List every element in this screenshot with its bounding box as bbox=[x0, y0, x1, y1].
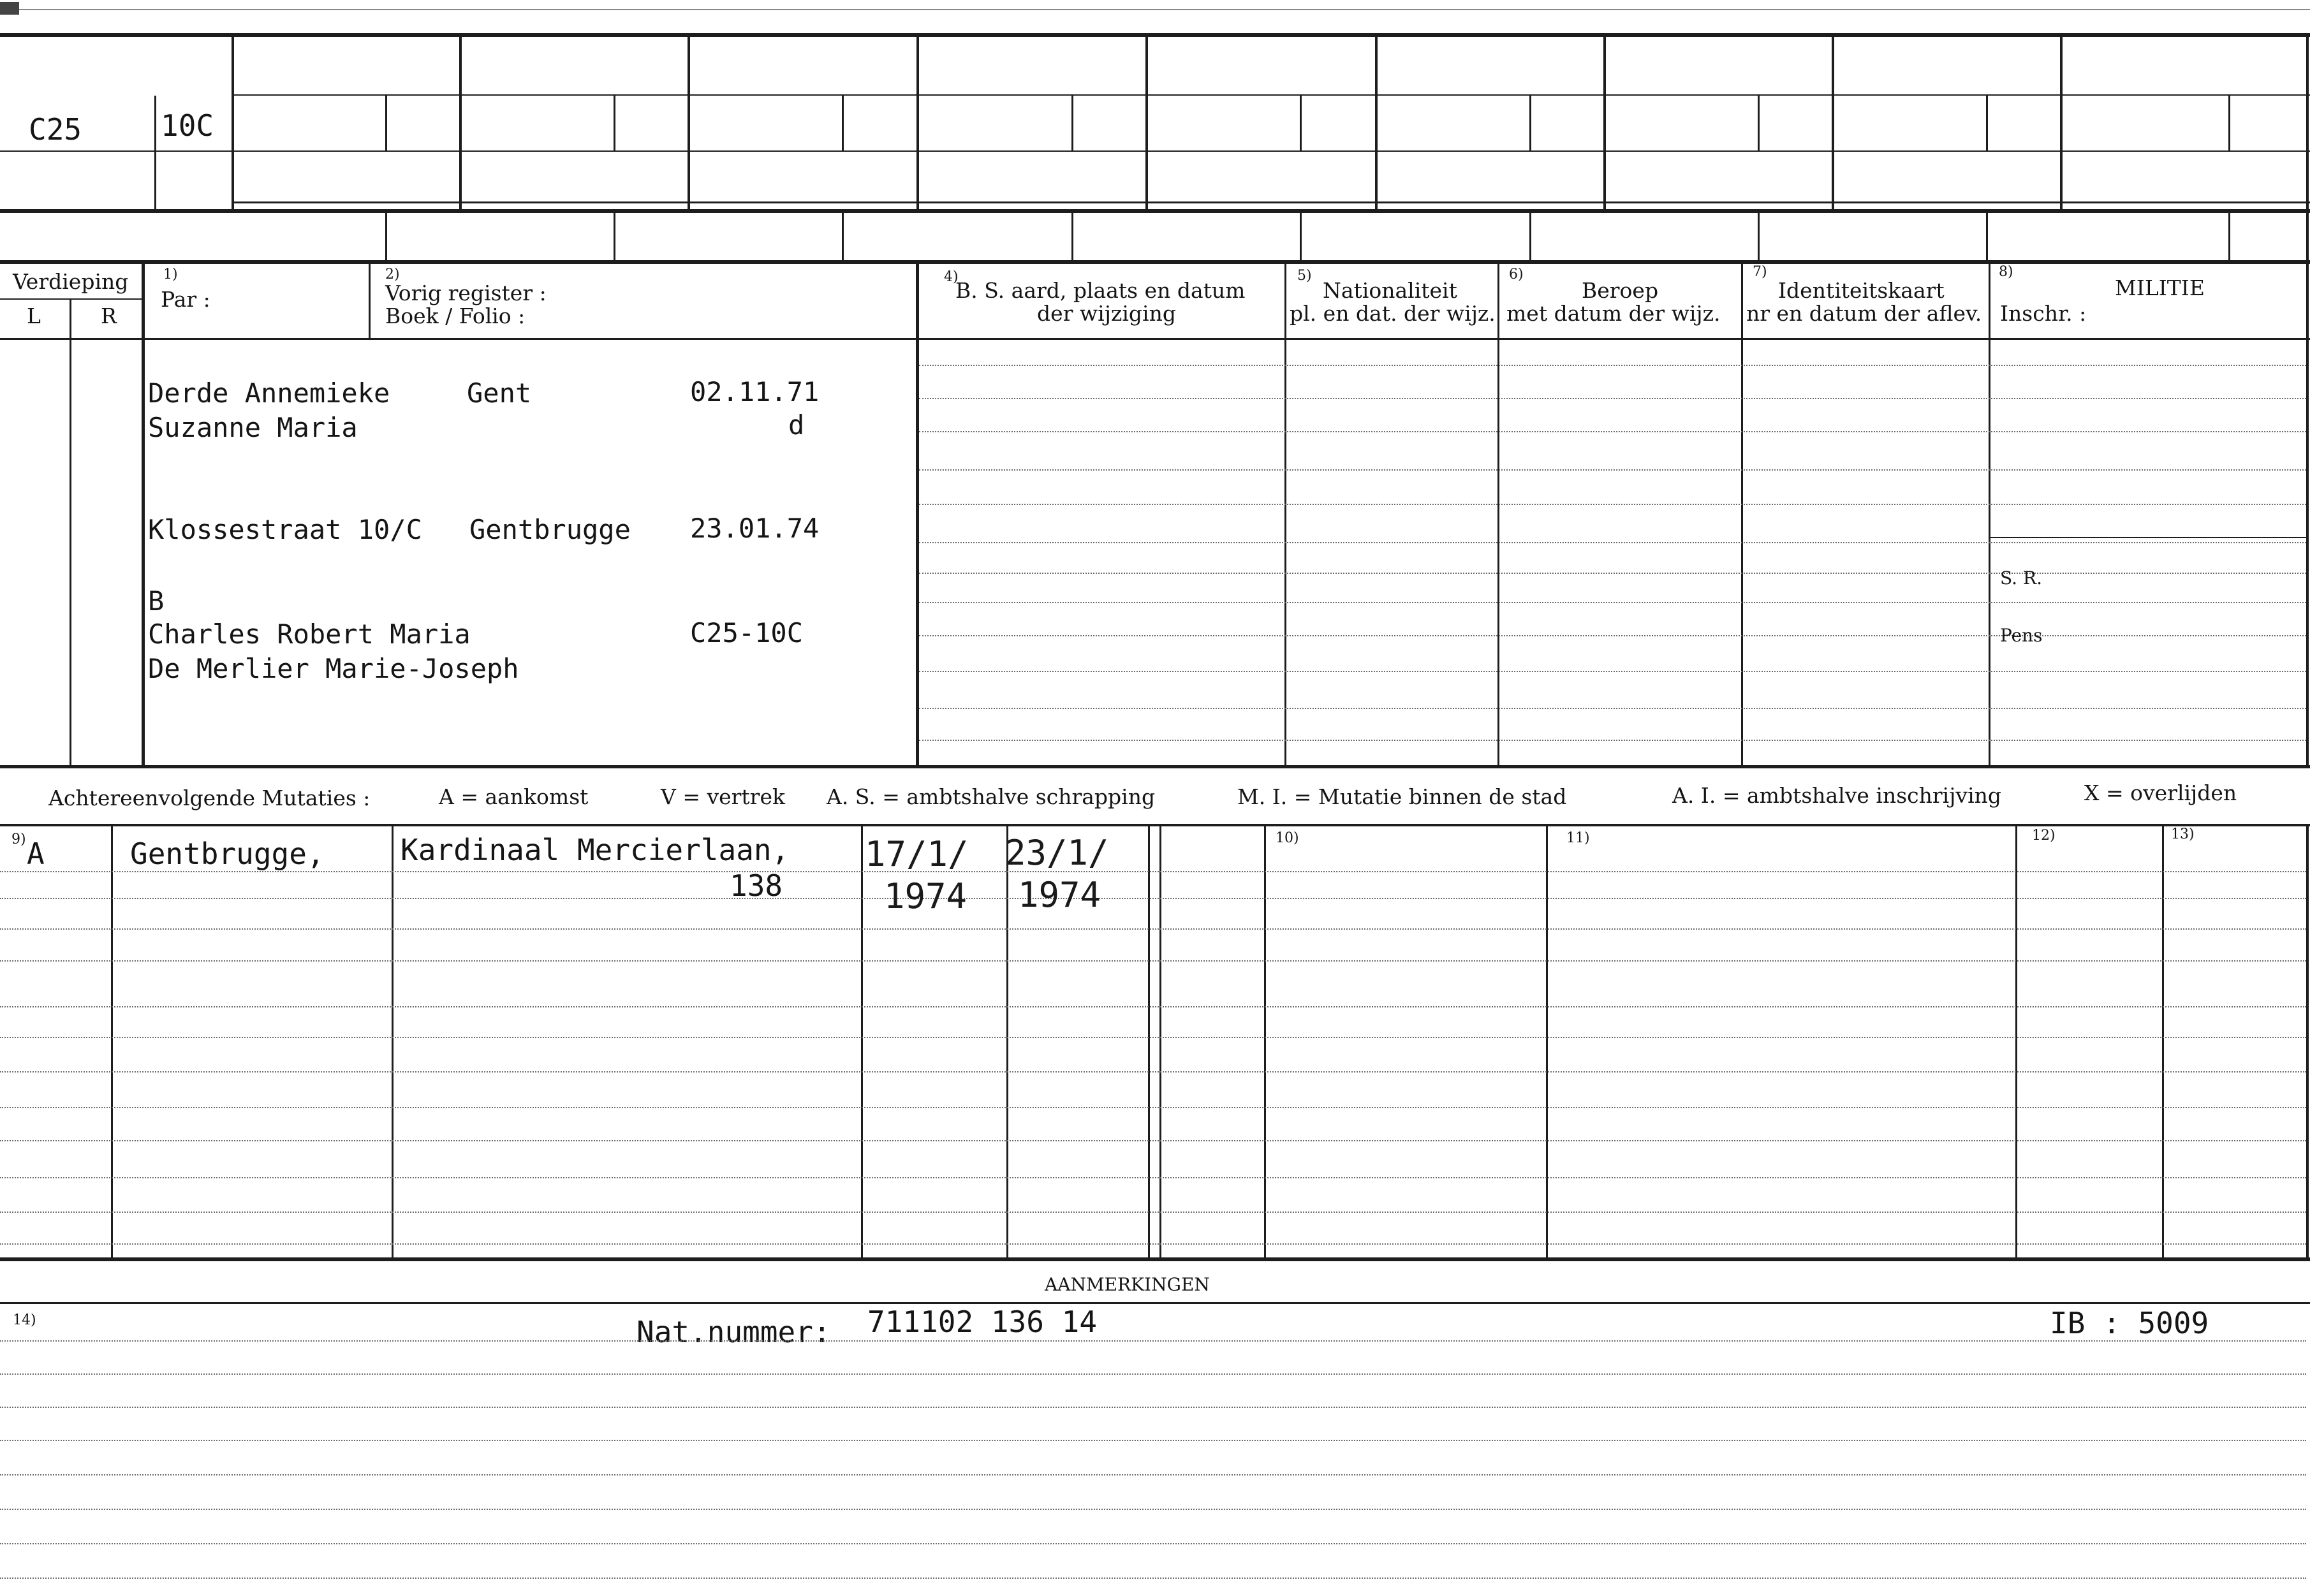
address-place: Gentbrugge bbox=[469, 514, 631, 545]
note-9: 9) bbox=[11, 831, 26, 847]
scan-edge-noise bbox=[0, 9, 2310, 10]
beroep-label-1: Beroep bbox=[1582, 278, 1659, 303]
verdieping-label: Verdieping bbox=[13, 269, 129, 294]
note-4: 4) bbox=[944, 269, 959, 285]
civil-status: B bbox=[148, 585, 165, 617]
section-code: C25 bbox=[29, 112, 82, 147]
name-line-1: Derde Annemieke bbox=[148, 377, 390, 409]
vorig-register-label: Vorig register : bbox=[385, 281, 547, 305]
mutation-place: Gentbrugge, bbox=[130, 837, 325, 871]
note-14: 14) bbox=[13, 1312, 36, 1328]
par-label: Par : bbox=[161, 287, 210, 312]
legend-v: V = vertrek bbox=[661, 784, 785, 809]
note-7: 7) bbox=[1753, 264, 1767, 280]
legend-as: A. S. = ambtshalve schrapping bbox=[827, 784, 1156, 809]
section-divider bbox=[0, 765, 2310, 768]
name-line-2: Suzanne Maria bbox=[148, 412, 358, 443]
note-6: 6) bbox=[1509, 267, 1524, 282]
note-10: 10) bbox=[1276, 830, 1299, 846]
mutation-house-number: 138 bbox=[730, 868, 783, 903]
scan-corner-mark bbox=[0, 2, 19, 15]
bs-label-2: der wijziging bbox=[1037, 301, 1176, 326]
inschr-label: Inschr. : bbox=[2000, 301, 2087, 326]
legend-a: A = aankomst bbox=[439, 784, 589, 809]
right-label: R bbox=[101, 304, 117, 328]
legend-mi: M. I. = Mutatie binnen de stad bbox=[1237, 784, 1567, 809]
nationaliteit-label-1: Nationaliteit bbox=[1323, 278, 1457, 303]
sex-marker: d bbox=[788, 409, 805, 441]
mutation-date-2-year: 1974 bbox=[1018, 875, 1101, 915]
note-11: 11) bbox=[1566, 830, 1590, 846]
nationaliteit-label-2: pl. en dat. der wijz. bbox=[1290, 301, 1496, 326]
remarks-top-line bbox=[0, 1302, 2310, 1304]
legend-ai: A. I. = ambtshalve inschrijving bbox=[1672, 783, 2002, 808]
note-12: 12) bbox=[2032, 828, 2056, 844]
identiteitskaart-label-2: nr en datum der aflev. bbox=[1746, 301, 1982, 326]
natnummer-label: Nat.nummer: bbox=[636, 1315, 831, 1349]
sr-label: S. R. bbox=[2000, 567, 2042, 589]
ib-number: IB : 5009 bbox=[2050, 1306, 2209, 1340]
legend-x: X = overlijden bbox=[2084, 780, 2237, 805]
note-2: 2) bbox=[385, 267, 400, 282]
boek-folio-label: Boek / Folio : bbox=[385, 304, 526, 328]
birth-place: Gent bbox=[467, 377, 532, 409]
bs-label-1: B. S. aard, plaats en datum bbox=[955, 278, 1246, 303]
father-name: Charles Robert Maria bbox=[148, 619, 471, 650]
mother-name: De Merlier Marie-Joseph bbox=[148, 653, 519, 684]
mutation-date-1-year: 1974 bbox=[884, 876, 967, 916]
address-date: 23.01.74 bbox=[690, 513, 820, 544]
address: Klossestraat 10/C bbox=[148, 514, 422, 545]
left-label: L bbox=[27, 304, 41, 328]
mutation-date-1-daymonth: 17/1/ bbox=[865, 834, 969, 874]
mutation-date-2-daymonth: 23/1/ bbox=[1005, 833, 1109, 873]
beroep-label-2: met datum der wijz. bbox=[1506, 301, 1721, 326]
identiteitskaart-label-1: Identiteitskaart bbox=[1778, 278, 1945, 303]
note-5: 5) bbox=[1297, 268, 1312, 284]
mutation-type: A bbox=[27, 837, 45, 871]
mutation-street: Kardinaal Mercierlaan, bbox=[401, 833, 790, 867]
remarks-title: AANMERKINGEN bbox=[1045, 1274, 1210, 1295]
note-13: 13) bbox=[2171, 826, 2195, 842]
house-number-code: 10C bbox=[161, 108, 214, 143]
birth-date: 02.11.71 bbox=[690, 376, 820, 407]
natnummer-value: 711102 136 14 bbox=[867, 1305, 1098, 1339]
militie-label: MILITIE bbox=[2115, 275, 2205, 300]
father-reference: C25-10C bbox=[690, 617, 804, 648]
note-1: 1) bbox=[163, 267, 178, 282]
note-8: 8) bbox=[1999, 264, 2013, 280]
legend-title: Achtereenvolgende Mutaties : bbox=[48, 786, 371, 810]
pens-label: Pens bbox=[2000, 625, 2043, 646]
